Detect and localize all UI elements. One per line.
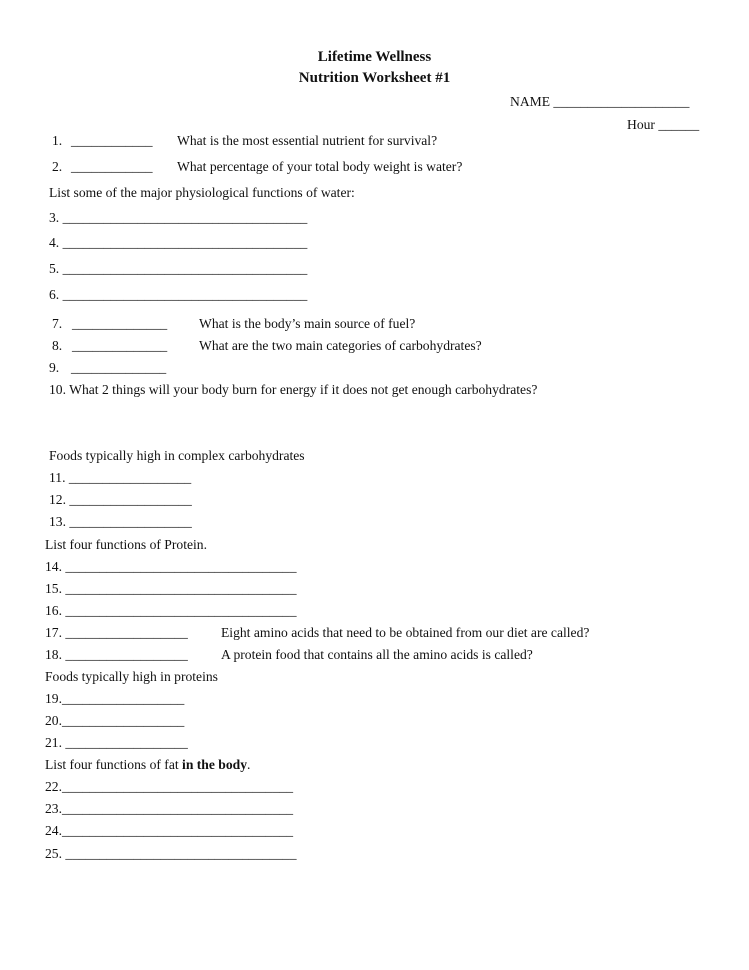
answer-line[interactable]: 17. __________________: [45, 625, 188, 640]
question-number: 2.: [52, 159, 63, 174]
answer-blank[interactable]: ______________: [72, 338, 168, 353]
answer-line[interactable]: 19.__________________: [45, 691, 185, 706]
answer-line[interactable]: 3. ____________________________________: [49, 210, 308, 225]
section-heading-carbs: Foods typically high in complex carbohydrates: [49, 448, 305, 463]
fat-heading-text: List four functions of fat: [45, 757, 183, 772]
hour-field[interactable]: Hour ______: [627, 117, 700, 132]
answer-line[interactable]: 23.__________________________________: [45, 801, 294, 816]
answer-line[interactable]: 21. __________________: [45, 735, 188, 750]
answer-line[interactable]: 15. __________________________________: [45, 581, 297, 596]
answer-line[interactable]: 24.__________________________________: [45, 823, 294, 838]
page-subtitle: Nutrition Worksheet #1: [298, 70, 451, 86]
question-text: 10. What 2 things will your body burn for energy if it does not get enough carbohydrates?: [49, 382, 538, 397]
section-heading-water: List some of the major physiological functions of water:: [49, 185, 355, 200]
answer-line[interactable]: 22.__________________________________: [45, 779, 294, 794]
question-text: What are the two main categories of carbohydrates?: [199, 338, 482, 353]
section-heading-protein: List four functions of Protein.: [45, 537, 207, 552]
answer-line[interactable]: 20.__________________: [45, 713, 185, 728]
question-text: What is the body’s main source of fuel?: [199, 316, 416, 331]
answer-line[interactable]: 11. __________________: [49, 470, 192, 485]
answer-line[interactable]: 4. ____________________________________: [49, 235, 308, 250]
answer-line[interactable]: 6. ____________________________________: [49, 287, 308, 302]
question-number: 9.: [49, 360, 60, 375]
question-text: A protein food that contains all the amino acids is called?: [221, 647, 533, 662]
name-field[interactable]: NAME ____________________: [510, 94, 690, 109]
answer-line[interactable]: 13. __________________: [49, 514, 192, 529]
question-number: 8.: [52, 338, 63, 353]
section-heading-protein-foods: Foods typically high in proteins: [45, 669, 218, 684]
answer-line[interactable]: 14. __________________________________: [45, 559, 297, 574]
question-text: Eight amino acids that need to be obtained from our diet are called?: [221, 625, 590, 640]
question-text: What percentage of your total body weight is water?: [177, 159, 463, 174]
answer-blank[interactable]: ______________: [72, 316, 168, 331]
fat-heading-emphasis: in the body: [182, 757, 248, 772]
answer-line[interactable]: 5. ____________________________________: [49, 261, 308, 276]
answer-line[interactable]: 18. __________________: [45, 647, 188, 662]
answer-line[interactable]: 16. __________________________________: [45, 603, 297, 618]
answer-blank[interactable]: ____________: [71, 133, 153, 148]
answer-blank[interactable]: ______________: [71, 360, 167, 375]
question-number: 7.: [52, 316, 63, 331]
fat-heading-period: .: [247, 757, 251, 772]
page-title: Lifetime Wellness: [317, 49, 432, 65]
question-number: 1.: [52, 133, 63, 148]
question-text: What is the most essential nutrient for survival?: [177, 133, 438, 148]
answer-blank[interactable]: ____________: [71, 159, 153, 174]
section-heading-fat: [45, 758, 250, 772]
answer-line[interactable]: 12. __________________: [49, 492, 192, 507]
answer-line[interactable]: 25. __________________________________: [45, 846, 297, 861]
